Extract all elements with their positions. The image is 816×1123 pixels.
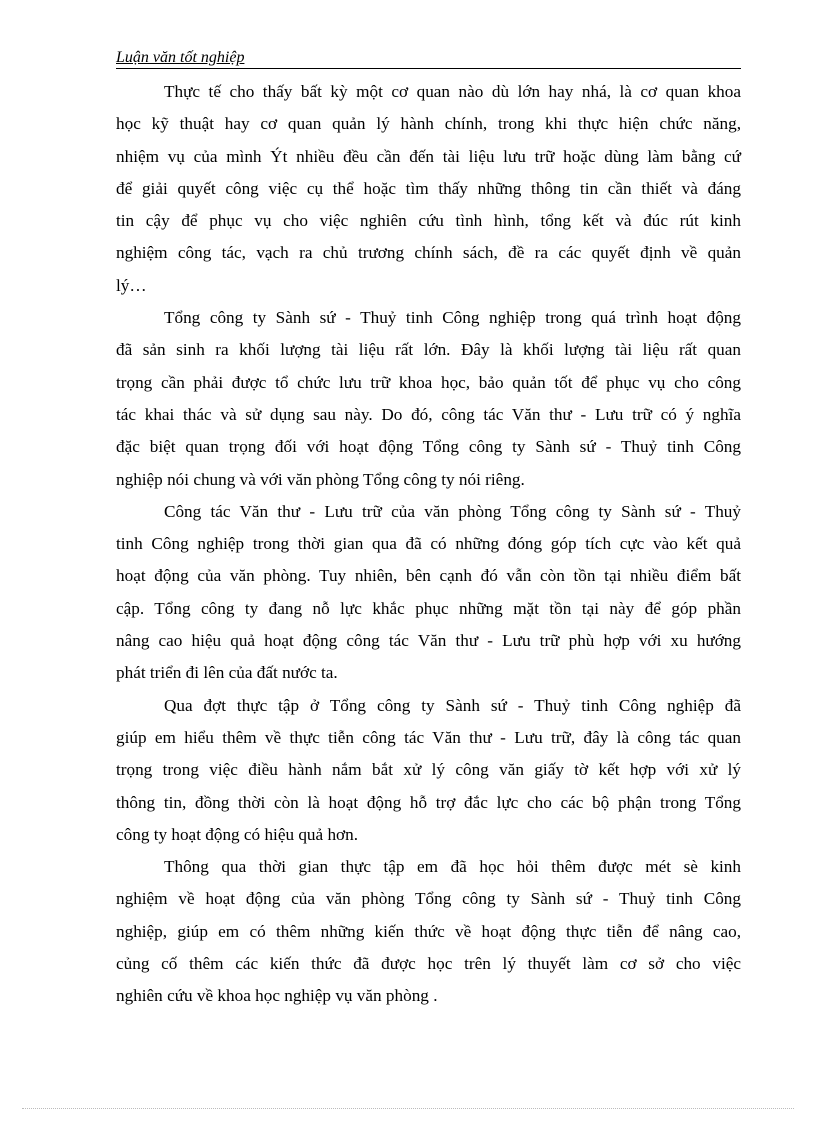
text-line: giúp em hiểu thêm về thực tiễn công tác Văn thư - Lưu trữ, đây là công tác quan <box>116 727 741 747</box>
text-line: để giải quyết công việc cụ thể hoặc tìm thấy những thông tin cần thiết và đáng <box>116 178 741 198</box>
paragraph <box>116 302 741 496</box>
text-line: cập. Tổng công ty đang nỗ lực khắc phục những mặt tồn tại này để góp phần <box>116 598 741 618</box>
text-line: tin cậy để phục vụ cho việc nghiên cứu tình hình, tổng kết và đúc rút kinh <box>116 211 741 231</box>
text-line: nghiệp, giúp em có thêm những kiến thức về hoạt động thực tiễn để nâng cao, <box>116 921 741 941</box>
text-line: tinh Công nghiệp trong thời gian qua đã có những đóng góp tích cực vào kết quả <box>116 534 741 554</box>
text-line: nhiệm vụ của mình Ýt nhiều đều cần đến tài liệu lưu trữ hoặc dùng làm bằng cứ <box>116 146 741 166</box>
text-line: củng cố thêm các kiến thức đã được học trên lý thuyết làm cơ sở cho việc <box>116 954 741 974</box>
text-line: Tổng công ty Sành sứ - Thuỷ tinh Công nghiệp trong quá trình hoạt động <box>164 308 741 328</box>
text-line: Thông qua thời gian thực tập em đã học hỏi thêm được mét sè kinh <box>164 857 741 877</box>
text-line: phát triển đi lên của đất nước ta. <box>116 663 338 683</box>
text-line: Thực tế cho thấy bất kỳ một cơ quan nào dù lớn hay nhá, là cơ quan khoa <box>164 82 741 101</box>
text-line: nâng cao hiệu quả hoạt động công tác Văn thư - Lưu trữ phù hợp với xu hướng <box>116 631 741 651</box>
page-bottom-rule <box>22 1108 794 1109</box>
paragraph <box>116 690 741 851</box>
text-line: Công tác Văn thư - Lưu trữ của văn phòng Tổng công ty Sành sứ - Thuỷ <box>164 501 741 521</box>
text-line: trọng trong việc điều hành nắm bắt xử lý công văn giấy tờ kết hợp với xử lý <box>116 760 741 780</box>
text-line: đã sản sinh ra khối lượng tài liệu rất lớn. Đây là khối lượng tài liệu rất quan <box>116 340 741 360</box>
paragraph <box>116 76 741 302</box>
text-line: công ty hoạt động có hiệu quả hơn. <box>116 824 359 844</box>
text-line: đặc biệt quan trọng đối với hoạt động Tổng công ty Sành sứ - Thuỷ tinh Công <box>116 437 741 457</box>
header-title: Luận văn tốt nghiệp <box>116 49 245 66</box>
text-line: nghiệm công tác, vạch ra chủ trương chính sách, đề ra các quyết định về quản <box>116 243 741 263</box>
text-line: hoạt động của văn phòng. Tuy nhiên, bên cạnh đó vẫn còn tồn tại nhiều điểm bất <box>116 566 741 586</box>
document-body <box>116 76 741 1013</box>
text-line: tác khai thác và sử dụng sau này. Do đó, công tác Văn thư - Lưu trữ có ý nghĩa <box>116 404 741 424</box>
text-line: nghiệm về hoạt động của văn phòng Tổng công ty Sành sứ - Thuỷ tinh Công <box>116 889 741 909</box>
paragraph <box>116 851 741 1012</box>
paragraph <box>116 496 741 690</box>
text-line: trọng cần phải được tổ chức lưu trữ khoa học, bảo quản tốt để phục vụ cho công <box>116 372 741 392</box>
text-line: nghiệp nói chung và với văn phòng Tổng công ty nói riêng. <box>116 469 525 489</box>
page-header <box>116 48 741 69</box>
text-line: thông tin, đồng thời còn là hoạt động hỗ trợ đắc lực cho các bộ phận trong Tổng <box>116 792 741 812</box>
text-line: Qua đợt thực tập ở Tổng công ty Sành sứ - Thuỷ tinh Công nghiệp đã <box>164 695 741 715</box>
text-line: lý… <box>116 275 147 295</box>
text-line: nghiên cứu về khoa học nghiệp vụ văn phòng . <box>116 986 438 1006</box>
text-line: học kỹ thuật hay cơ quan quản lý hành chính, trong khi thực hiện chức năng, <box>116 114 741 134</box>
